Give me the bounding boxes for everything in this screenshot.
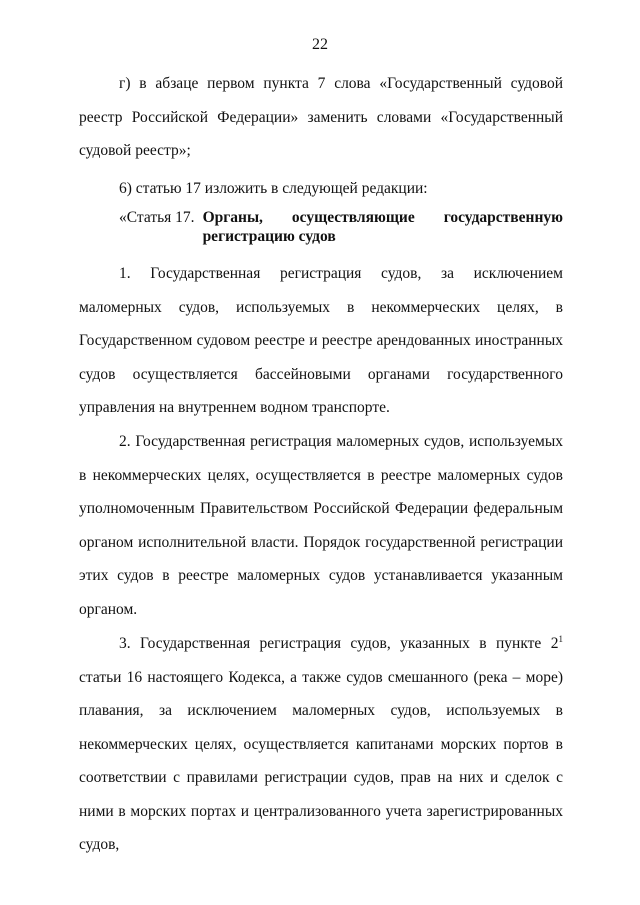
article-title: Органы, осуществляющие государственную регистрацию судов — [202, 209, 563, 245]
clause-1: 1. Государственная регистрация судов, за исключением маломерных судов, используемых в некоммерческих целях, в Государственном судовом реестре и реестре арендованных иностранных судов осуществляется бассейновыми органами государственного управления на внутреннем водном транспорте. — [79, 265, 563, 416]
clause-3-text-end: статьи 16 настоящего Кодекса, а также судов смешанного (река – море) плавания, за исключением маломерных судов, используемых в некоммерческих целях, осуществляется капитанами морских портов в соответствии с правилами регистрации судов, прав на них и сделок с ними в морских портах и централизованного учета зарегистрированных судов, — [79, 668, 563, 853]
clause-2: 2. Государственная регистрация маломерных судов, используемых в некоммерческих целях, осуществляется в реестре маломерных судов уполномоченным Правительством Российской Федерации федеральным органом исполнительной власти. Порядок государственной регистрации этих судов в реестре маломерных судов устанавливается указанным органом. — [79, 433, 563, 618]
paragraph-g: г) в абзаце первом пункта 7 слова «Государственный судовой реестр Российской Федерации» заменить словами «Государственный судовой реестр»; — [79, 75, 563, 159]
article-heading — [119, 208, 563, 246]
clause-3 — [79, 627, 563, 862]
clause-3-superscript: 1 — [558, 633, 563, 644]
article-number: «Статья 17. — [119, 209, 195, 226]
clause-3-text-start: 3. Государственная регистрация судов, указанных в пункте 2 — [119, 635, 559, 652]
paragraph-6: 6) статью 17 изложить в следующей редакции: — [119, 180, 428, 197]
page-number: 22 — [312, 36, 328, 53]
